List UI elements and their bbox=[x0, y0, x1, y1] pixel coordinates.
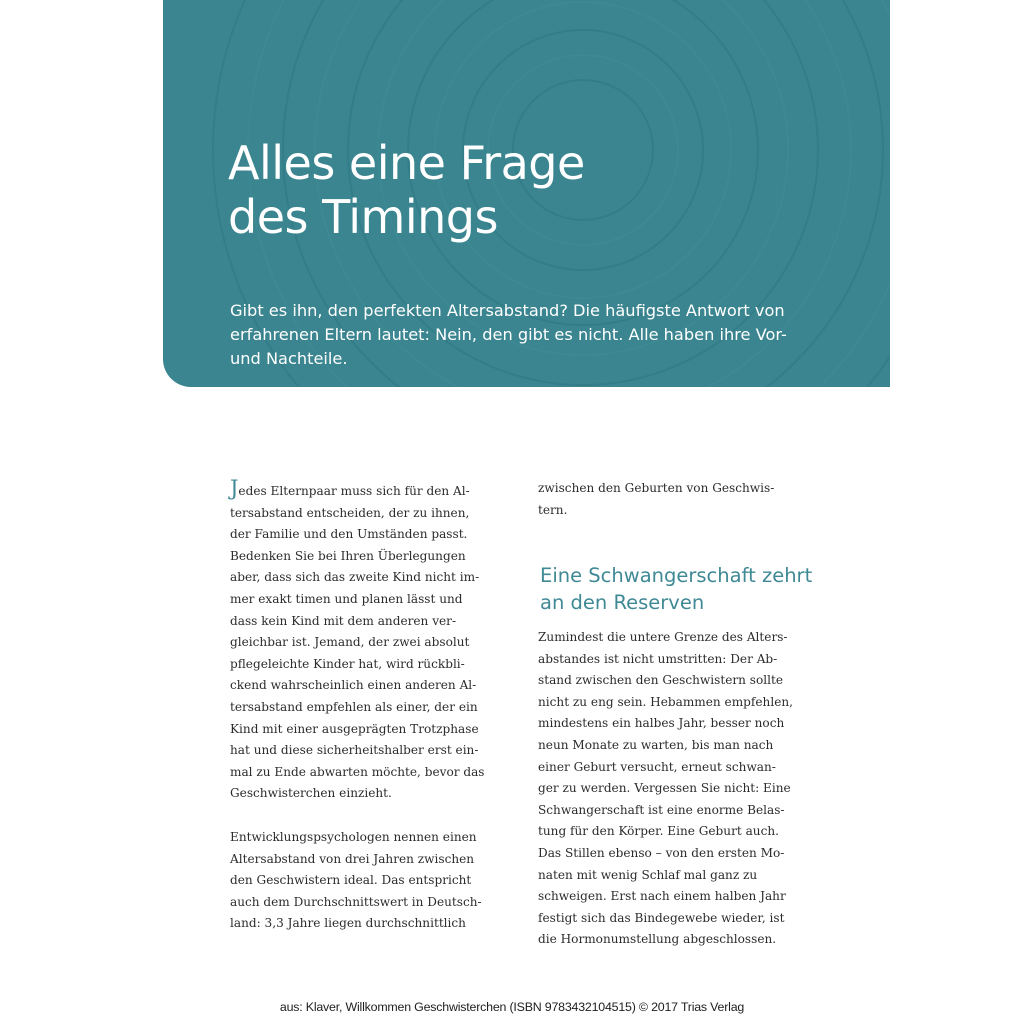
body-line: schweigen. Erst nach einem halben Jahr bbox=[538, 889, 786, 904]
lead-line: und Nachteile. bbox=[230, 349, 348, 368]
body-line: Bedenken Sie bei Ihren Überlegungen bbox=[230, 548, 466, 563]
body-paragraph bbox=[230, 827, 510, 935]
section-heading bbox=[540, 562, 812, 616]
body-line: Jedes Elternpaar muss sich für den Al- bbox=[230, 476, 470, 500]
drop-cap: J bbox=[230, 476, 239, 500]
lead-paragraph bbox=[230, 299, 830, 371]
body-line: dass kein Kind mit dem anderen ver- bbox=[230, 613, 457, 628]
body-line: neun Monate zu warten, bis man nach bbox=[538, 737, 774, 752]
body-line: Das Stillen ebenso – von den ersten Mo- bbox=[538, 845, 785, 860]
lead-line: Gibt es ihn, den perfekten Altersabstand? Die häufigste Antwort von bbox=[230, 301, 785, 320]
body-line: abstandes ist nicht umstritten: Der Ab- bbox=[538, 651, 778, 666]
text-column-left bbox=[230, 478, 510, 935]
body-line: gleichbar ist. Jemand, der zwei absolut bbox=[230, 635, 470, 650]
body-paragraph bbox=[538, 627, 793, 951]
lead-line: erfahrenen Eltern lautet: Nein, den gibt es nicht. Alle haben ihre Vor- bbox=[230, 325, 787, 344]
body-line: ckend wahrscheinlich einen anderen Al- bbox=[230, 678, 477, 693]
body-line: tern. bbox=[538, 502, 568, 517]
body-line: mindestens ein halbes Jahr, besser noch bbox=[538, 716, 785, 731]
body-line: ger zu werden. Vergessen Sie nicht: Eine bbox=[538, 781, 791, 796]
page-title bbox=[228, 136, 585, 244]
section-heading-line: Eine Schwangerschaft zehrt bbox=[540, 564, 813, 587]
body-line: einer Geburt versucht, erneut schwan- bbox=[538, 759, 776, 774]
text-column-right-lower bbox=[538, 627, 793, 951]
body-line: den Geschwistern ideal. Das entspricht bbox=[230, 873, 472, 888]
body-line: auch dem Durchschnittswert in Deutsch- bbox=[230, 894, 482, 909]
body-line: pflegeleichte Kinder hat, wird rückbli- bbox=[230, 656, 465, 671]
body-line: hat und diese sicherheitshalber erst ein- bbox=[230, 743, 479, 758]
body-line: Zumindest die untere Grenze des Alters- bbox=[538, 630, 788, 644]
body-line: der Familie und den Umständen passt. bbox=[230, 527, 468, 542]
body-line: Entwicklungspsychologen nennen einen bbox=[230, 829, 477, 844]
body-line: Geschwisterchen einzieht. bbox=[230, 786, 392, 801]
body-line: die Hormonumstellung abgeschlossen. bbox=[538, 932, 777, 947]
body-line: nicht zu eng sein. Hebammen empfehlen, bbox=[538, 694, 793, 709]
body-line: Schwangerschaft ist eine enorme Belas- bbox=[538, 802, 785, 817]
body-line: aber, dass sich das zweite Kind nicht im- bbox=[230, 570, 480, 585]
body-paragraph bbox=[230, 478, 510, 805]
body-line: naten mit wenig Schlaf mal ganz zu bbox=[538, 867, 758, 882]
source-citation: aus: Klaver, Willkommen Geschwisterchen (ISBN 9783432104515) © 2017 Trias Verlag bbox=[279, 1000, 745, 1014]
body-line: stand zwischen den Geschwistern sollte bbox=[538, 673, 784, 688]
body-line: mal zu Ende abwarten möchte, bevor das bbox=[230, 764, 485, 779]
body-line: Altersabstand von drei Jahren zwischen bbox=[230, 851, 475, 866]
body-paragraph bbox=[538, 478, 818, 521]
body-line: land: 3,3 Jahre liegen durchschnittlich bbox=[230, 916, 466, 931]
body-line: festigt sich das Bindegewebe wieder, ist bbox=[538, 910, 785, 925]
section-heading-line: an den Reserven bbox=[540, 591, 705, 614]
body-line: tersabstand empfehlen als einer, der ein bbox=[230, 699, 478, 714]
title-line: Alles eine Frage bbox=[228, 136, 585, 190]
body-line: Kind mit einer ausgeprägten Trotzphase bbox=[230, 721, 479, 736]
body-line: mer exakt timen und planen lässt und bbox=[230, 591, 463, 606]
body-line: zwischen den Geburten von Geschwis- bbox=[538, 481, 775, 495]
title-line: des Timings bbox=[228, 190, 498, 244]
header-panel bbox=[163, 0, 890, 387]
body-line: tersabstand entscheiden, der zu ihnen, bbox=[230, 505, 470, 520]
text-column-right bbox=[538, 478, 818, 521]
body-line: tung für den Körper. Eine Geburt auch. bbox=[538, 824, 779, 839]
